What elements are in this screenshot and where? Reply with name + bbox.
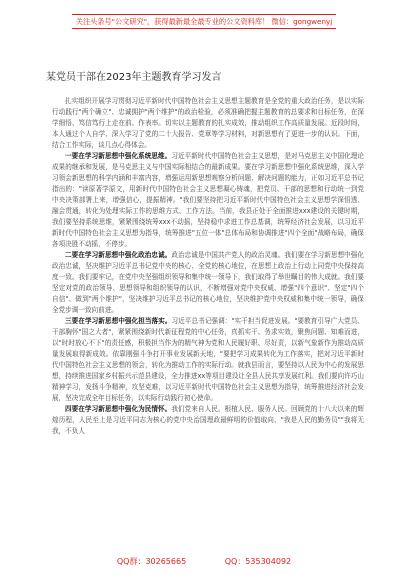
section-body: 我们党来自人民、根植人民、服务人民。回顾党的十八大以来的辉煌历程，人民至上是习近平同志为核心的党中央治国理政最鲜明的价值取向、"我是人民的勤务员""我将无我，不负人 — [52, 405, 365, 435]
section-heading: 四要在学习新思想中强化为民情怀。 — [65, 405, 172, 413]
section-body: 习近平总书记强调："实干担当促进发展。"要教育引导广大党员、干部胸怀"国之大者"，紧紧围绕新时代新征程党的中心任务，真抓实干、务求实效，聚焦问题、知难而进，以"时时放心不下"的责任感，积极担当作为的精气神为党和人民履好职、尽好责，以新气象新作为推动高质量发展取得新成效。依靠刚强斗争打开事业发展新天地，"要把学习成果转化为工作落实，把对习近平新时代中国特色社会主义思想的领会，转化为推动工作的实际行动。就我县而言，要坚持以人民为中心的发展思想，持续推进国家乡村振兴示范县建设，全力推进xx等项目建设让全县人民共享发展红利。我们要向许巧山精神学习，发扬斗争精神，攻坚克难，以习近平新时代中国特色社会主义思想为指导，统筹推进经济社会发展，坚决完成全年目标任务，以实际行动践行初心使命。 — [52, 317, 364, 402]
qq-contact-label: QQ：535304092 — [224, 557, 292, 566]
document-body — [52, 96, 364, 437]
qq-group-label: QQ群：30265665 — [116, 557, 187, 566]
intro-paragraph: 扎实组织开展学习贯彻习近平新时代中国特色社会主义思想主题教育是全党的重大政治任务，是以实际行动践行"两个确立"、忠诚拥护"两个维护"的政治检验，必须准确把握主题教育的总要求和目标任务，在深学细悟、笃信笃行上走在前、作表率。切实以主题教育的扎实成效，推动组织工作高质量发展。近段时间，本人通过个人自学、深入学习了党的二十大报告、党章等学习材料，对新思想有了更进一步的认识。下面，结合工作实际，谈几点心得体会。 — [52, 97, 364, 149]
section-paragraph — [52, 151, 364, 250]
section-heading: 三要在学习新思想中强化担当落实。 — [65, 317, 172, 325]
banner-text: 关注头条号"公文研究"，获得最新最全最专业的公文资料库！ 微信：gongwenyj — [72, 14, 337, 29]
section-body: 习近平新时代中国特色社会主义思想，是对马克思主义中国化理论成果的继承和发展，是马克思主义与中国实际相结合的最新成果。要在学习新思想中强化系统思维，深入学习领会新思想的科学内涵和丰富内容，增强运用新思想观察分析问题、解决问题的能力，正如习近平总书记指出的："读原著学原文，用新时代中国特色社会主义思想凝心铸魂，把党员、干部的思想和行动统一到党中央决策部署上来，增强信心，提振精神。"我们要坚持把习近平新时代中国特色社会主义思想学深悟透、融会贯通，转化为处理实际工作的思维方式、工作方法。当前，我县正处于全面推进xxx建设的关键时期，我们要坚持系统思维，紧紧围绕统筹xxx不动摇，坚持稳中求进工作总基调，统筹经济社会发展，以习近平新时代中国特色社会主义思想为指导，统筹推进"五位一体"总体布局和协调推进"四个全面"战略布局，确保各项决胜不动摇，不停步。 — [52, 152, 365, 248]
section-heading: 二要在学习新思想中强化政治忠诚。 — [65, 251, 172, 259]
footer — [0, 556, 408, 567]
section-body: 政治忠诚是中国共产党人的政治灵魂。我们要在学习新思想中强化政治忠诚，坚决维护习近平总书记党中央的核心、全党的核心地位，在思想上政治上行动上同党中央保持高度一致。我们要牢记，在党中央坚强组织领导和集中统一领导下，我们取得了举世瞩目的伟大成就。我们要坚定对党的政治领导、思想领导和组织领导的认识，不断增强对党中央权威、增强"四个意识"、坚定"四个自信"、做到"两个维护"，坚决维护习近平总书记的核心地位，坚决维护党中央权威和集中统一领导，确保全党步调一致向前进。 — [52, 251, 365, 314]
section-paragraph — [52, 404, 364, 437]
top-banner — [0, 8, 408, 38]
section-heading: 一要在学习新思想中强化系统思维。 — [65, 152, 172, 160]
document-title: 某党员干部在2023年主题教育学习发言 — [46, 72, 222, 83]
section-paragraph — [52, 250, 364, 316]
section-paragraph — [52, 316, 364, 404]
